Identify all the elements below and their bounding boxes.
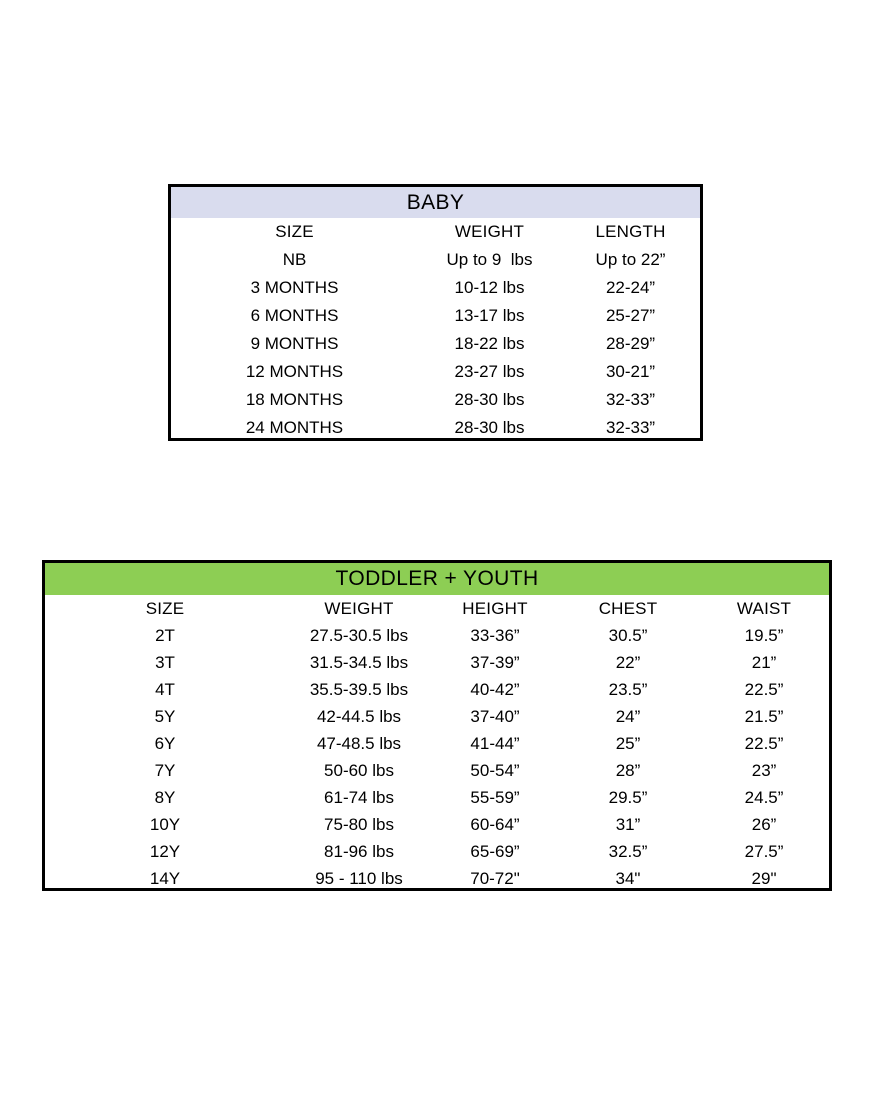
toddler-cell-waist: 21” <box>751 653 777 672</box>
toddler-cell-size: 4T <box>155 680 175 699</box>
table-row <box>45 784 829 811</box>
baby-cell-length: 25-27” <box>605 306 656 325</box>
toddler-youth-size-table <box>45 563 829 892</box>
toddler-cell-height: 65-69” <box>470 842 520 861</box>
toddler-cell-size: 2T <box>155 626 175 645</box>
baby-cell-size: 12 MONTHS <box>245 362 344 381</box>
toddler-cell-height: 37-40” <box>470 707 520 726</box>
toddler-cell-size: 10Y <box>149 815 181 834</box>
toddler-cell-chest: 34" <box>615 869 641 888</box>
toddler-cell-waist: 26” <box>751 815 777 834</box>
toddler-cell-height: 60-64” <box>470 815 520 834</box>
baby-cell-size: 6 MONTHS <box>250 306 339 325</box>
toddler-cell-chest: 32.5” <box>608 842 648 861</box>
baby-col-header-weight: WEIGHT <box>454 222 525 241</box>
toddler-cell-weight: 35.5-39.5 lbs <box>309 680 409 699</box>
toddler-cell-weight: 42-44.5 lbs <box>316 707 402 726</box>
toddler-cell-weight: 75-80 lbs <box>324 815 394 834</box>
toddler-cell-weight: 50-60 lbs <box>324 761 394 780</box>
toddler-cell-height: 37-39” <box>470 653 520 672</box>
baby-cell-weight: 10-12 lbs <box>454 278 525 297</box>
table-row <box>45 622 829 649</box>
baby-table-body <box>171 187 700 442</box>
table-row <box>171 358 700 386</box>
toddler-youth-size-chart <box>42 560 832 891</box>
toddler-cell-height: 33-36” <box>470 626 520 645</box>
table-row <box>171 330 700 358</box>
table-row <box>45 757 829 784</box>
baby-cell-weight: 23-27 lbs <box>454 362 525 381</box>
baby-cell-weight: 28-30 lbs <box>454 390 525 409</box>
table-row <box>45 838 829 865</box>
toddler-cell-chest: 24” <box>615 707 641 726</box>
baby-cell-length: 30-21” <box>605 362 656 381</box>
baby-cell-weight: 28-30 lbs <box>454 418 525 437</box>
toddler-cell-weight: 95 - 110 lbs <box>315 869 403 888</box>
table-row <box>45 649 829 676</box>
toddler-table-body <box>45 563 829 892</box>
toddler-cell-waist: 22.5” <box>744 734 784 753</box>
table-row <box>45 703 829 730</box>
toddler-cell-height: 50-54” <box>470 761 520 780</box>
toddler-col-header-chest: CHEST <box>598 599 658 618</box>
table-row <box>171 246 700 274</box>
table-row <box>45 865 829 892</box>
baby-cell-weight: 18-22 lbs <box>454 334 525 353</box>
baby-cell-length: Up to 22” <box>595 250 666 269</box>
toddler-cell-chest: 23.5” <box>608 680 648 699</box>
toddler-col-header-waist: WAIST <box>736 599 792 618</box>
toddler-cell-chest: 29.5” <box>608 788 648 807</box>
toddler-cell-size: 5Y <box>154 707 176 726</box>
baby-col-header-length: LENGTH <box>595 222 666 241</box>
toddler-cell-size: 7Y <box>154 761 176 780</box>
toddler-cell-weight: 31.5-34.5 lbs <box>309 653 409 672</box>
toddler-col-header-size: SIZE <box>145 599 185 618</box>
table-row <box>171 302 700 330</box>
baby-size-table <box>171 187 700 442</box>
toddler-cell-waist: 24.5” <box>744 788 784 807</box>
toddler-cell-height: 70-72" <box>470 869 520 888</box>
toddler-cell-size: 8Y <box>154 788 176 807</box>
toddler-cell-size: 14Y <box>149 869 181 888</box>
baby-title-row <box>171 187 700 218</box>
toddler-cell-chest: 25” <box>615 734 641 753</box>
baby-cell-length: 32-33” <box>605 418 656 437</box>
toddler-cell-weight: 61-74 lbs <box>324 788 394 807</box>
toddler-cell-waist: 29" <box>751 869 777 888</box>
toddler-cell-size: 12Y <box>149 842 181 861</box>
toddler-cell-size: 3T <box>155 653 175 672</box>
toddler-cell-waist: 23” <box>751 761 777 780</box>
table-row <box>45 676 829 703</box>
baby-cell-weight: 13-17 lbs <box>454 306 525 325</box>
baby-cell-length: 28-29” <box>605 334 656 353</box>
table-row <box>45 730 829 757</box>
toddler-cell-weight: 47-48.5 lbs <box>316 734 402 753</box>
toddler-col-header-weight: WEIGHT <box>324 599 394 618</box>
baby-cell-weight: Up to 9 lbs <box>446 250 533 269</box>
toddler-cell-waist: 22.5” <box>744 680 784 699</box>
toddler-column-header-row <box>45 595 829 622</box>
toddler-cell-height: 55-59” <box>470 788 520 807</box>
toddler-cell-size: 6Y <box>154 734 176 753</box>
toddler-chart-title: TODDLER + YOUTH <box>45 563 829 595</box>
toddler-col-header-height: HEIGHT <box>462 599 528 618</box>
baby-cell-size: NB <box>282 250 307 269</box>
toddler-cell-weight: 81-96 lbs <box>324 842 394 861</box>
toddler-cell-chest: 22” <box>615 653 641 672</box>
baby-cell-size: 9 MONTHS <box>250 334 339 353</box>
toddler-cell-chest: 30.5” <box>608 626 648 645</box>
toddler-cell-waist: 27.5” <box>744 842 784 861</box>
toddler-cell-chest: 31” <box>615 815 641 834</box>
toddler-cell-waist: 19.5” <box>744 626 784 645</box>
baby-col-header-size: SIZE <box>275 222 314 241</box>
toddler-cell-height: 41-44” <box>470 734 520 753</box>
toddler-cell-waist: 21.5” <box>744 707 784 726</box>
toddler-cell-weight: 27.5-30.5 lbs <box>309 626 409 645</box>
baby-cell-length: 22-24” <box>605 278 656 297</box>
baby-cell-size: 24 MONTHS <box>245 418 344 437</box>
table-row <box>171 274 700 302</box>
baby-cell-length: 32-33” <box>605 390 656 409</box>
baby-cell-size: 18 MONTHS <box>245 390 344 409</box>
table-row <box>171 386 700 414</box>
toddler-cell-height: 40-42” <box>470 680 520 699</box>
baby-chart-title: BABY <box>171 187 700 218</box>
toddler-cell-chest: 28” <box>615 761 641 780</box>
baby-size-chart <box>168 184 703 441</box>
table-row <box>45 811 829 838</box>
toddler-title-row <box>45 563 829 595</box>
baby-cell-size: 3 MONTHS <box>250 278 339 297</box>
table-row <box>171 414 700 442</box>
baby-column-header-row <box>171 218 700 246</box>
